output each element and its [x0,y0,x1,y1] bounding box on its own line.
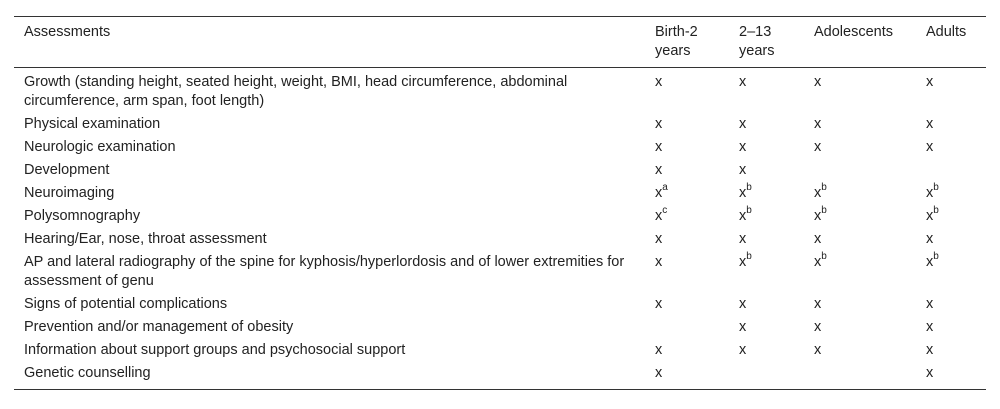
check-mark: x [814,296,822,312]
cell-2-13-years [729,138,804,161]
cell-adolescents [804,161,916,184]
assessment-cell: Polysomnography [24,208,141,224]
cell-2-13-years [729,253,804,295]
cell-birth-2-years [645,341,729,364]
table-row [14,207,986,230]
cell-birth-2-years [645,230,729,253]
table-row [14,295,986,318]
check-mark: x [655,296,663,312]
cell-birth-2-years [645,364,729,390]
check-mark: x [655,162,663,178]
header-adults: Adults [926,24,967,40]
check-mark: x [739,296,747,312]
footnote-marker: b [746,205,752,217]
table-row [14,318,986,341]
check-mark: x [814,74,822,90]
cell-adults [916,138,986,161]
assessment-cell: Prevention and/or management of obesity [24,319,294,335]
table-row [14,138,986,161]
cell-birth-2-years [645,253,729,295]
cell-adults [916,161,986,184]
check-mark: x [655,208,663,224]
cell-adolescents [804,184,916,207]
check-mark: x [814,139,822,155]
check-mark: x [739,254,747,270]
cell-2-13-years [729,364,804,390]
assessment-cell: Growth (standing height, seated height, weight, BMI, head circumference, abdominal circumference, arm span, foot length) [24,74,568,109]
cell-adolescents [804,138,916,161]
cell-birth-2-years [645,184,729,207]
check-mark: x [655,231,663,247]
cell-2-13-years [729,341,804,364]
table-row [14,68,986,116]
assessment-cell: Neurologic examination [24,139,176,155]
cell-2-13-years [729,230,804,253]
assessment-cell: AP and lateral radiography of the spine for kyphosis/hyperlordosis and of lower extremities for assessment of genu [24,254,625,289]
cell-2-13-years [729,184,804,207]
assessment-cell: Physical examination [24,116,161,132]
check-mark: x [739,74,747,90]
cell-adults [916,68,986,116]
check-mark: x [739,139,747,155]
cell-adolescents [804,68,916,116]
cell-adolescents [804,341,916,364]
footnote-marker: b [933,251,939,263]
check-mark: x [926,296,934,312]
cell-2-13-years [729,161,804,184]
table-row [14,230,986,253]
cell-adolescents [804,364,916,390]
check-mark: x [814,319,822,335]
check-mark: x [926,185,934,201]
check-mark: x [739,116,747,132]
cell-adolescents [804,207,916,230]
check-mark: x [926,319,934,335]
footnote-marker: c [662,205,668,217]
check-mark: x [739,231,747,247]
footnote-marker: b [821,251,827,263]
check-mark: x [739,342,747,358]
cell-adults [916,341,986,364]
footnote-marker: b [746,182,752,194]
footnote-marker: b [821,182,827,194]
cell-adults [916,318,986,341]
check-mark: x [739,185,747,201]
cell-adults [916,253,986,295]
table-body [14,68,986,390]
cell-adolescents [804,115,916,138]
cell-birth-2-years [645,68,729,116]
table-row [14,341,986,364]
assessment-cell: Hearing/Ear, nose, throat assessment [24,231,267,247]
check-mark: x [926,208,934,224]
assessment-cell: Neuroimaging [24,185,115,201]
check-mark: x [739,319,747,335]
check-mark: x [926,365,934,381]
cell-adults [916,364,986,390]
assessment-cell: Information about support groups and psychosocial support [24,342,406,358]
check-mark: x [655,365,663,381]
cell-adults [916,207,986,230]
table-header [14,17,986,68]
check-mark: x [655,185,663,201]
table-row [14,184,986,207]
check-mark: x [655,116,663,132]
assessment-cell: Genetic counselling [24,365,151,381]
cell-2-13-years [729,318,804,341]
check-mark: x [655,139,663,155]
cell-adults [916,115,986,138]
cell-birth-2-years [645,115,729,138]
check-mark: x [926,254,934,270]
check-mark: x [655,342,663,358]
header-assessments: Assessments [24,24,111,40]
cell-adolescents [804,253,916,295]
table-row [14,115,986,138]
cell-adolescents [804,318,916,341]
footnote-marker: a [662,182,668,194]
header-birth-2-years: Birth-2 years [655,24,698,59]
table-row [14,253,986,295]
header-row [14,17,986,68]
check-mark: x [926,231,934,247]
cell-2-13-years [729,68,804,116]
check-mark: x [814,116,822,132]
cell-birth-2-years [645,318,729,341]
check-mark: x [655,74,663,90]
footnote-marker: b [933,182,939,194]
check-mark: x [926,342,934,358]
header-2-13-years: 2–13 years [739,24,775,59]
cell-2-13-years [729,207,804,230]
cell-birth-2-years [645,207,729,230]
check-mark: x [814,208,822,224]
table-row [14,161,986,184]
check-mark: x [739,208,747,224]
check-mark: x [926,116,934,132]
footnote-marker: b [746,251,752,263]
cell-adolescents [804,295,916,318]
cell-2-13-years [729,115,804,138]
footnote-marker: b [933,205,939,217]
check-mark: x [926,74,934,90]
header-adolescents: Adolescents [814,24,893,40]
check-mark: x [814,231,822,247]
footnote-marker: b [821,205,827,217]
cell-adults [916,184,986,207]
cell-birth-2-years [645,161,729,184]
check-mark: x [739,162,747,178]
assessment-cell: Development [24,162,110,178]
check-mark: x [655,254,663,270]
cell-adults [916,295,986,318]
cell-2-13-years [729,295,804,318]
cell-adolescents [804,230,916,253]
check-mark: x [814,254,822,270]
check-mark: x [926,139,934,155]
cell-birth-2-years [645,138,729,161]
check-mark: x [814,342,822,358]
cell-birth-2-years [645,295,729,318]
assessment-table [14,16,986,390]
table-row [14,364,986,390]
assessment-cell: Signs of potential complications [24,296,228,312]
cell-adults [916,230,986,253]
check-mark: x [814,185,822,201]
assessment-table-container [14,16,986,390]
